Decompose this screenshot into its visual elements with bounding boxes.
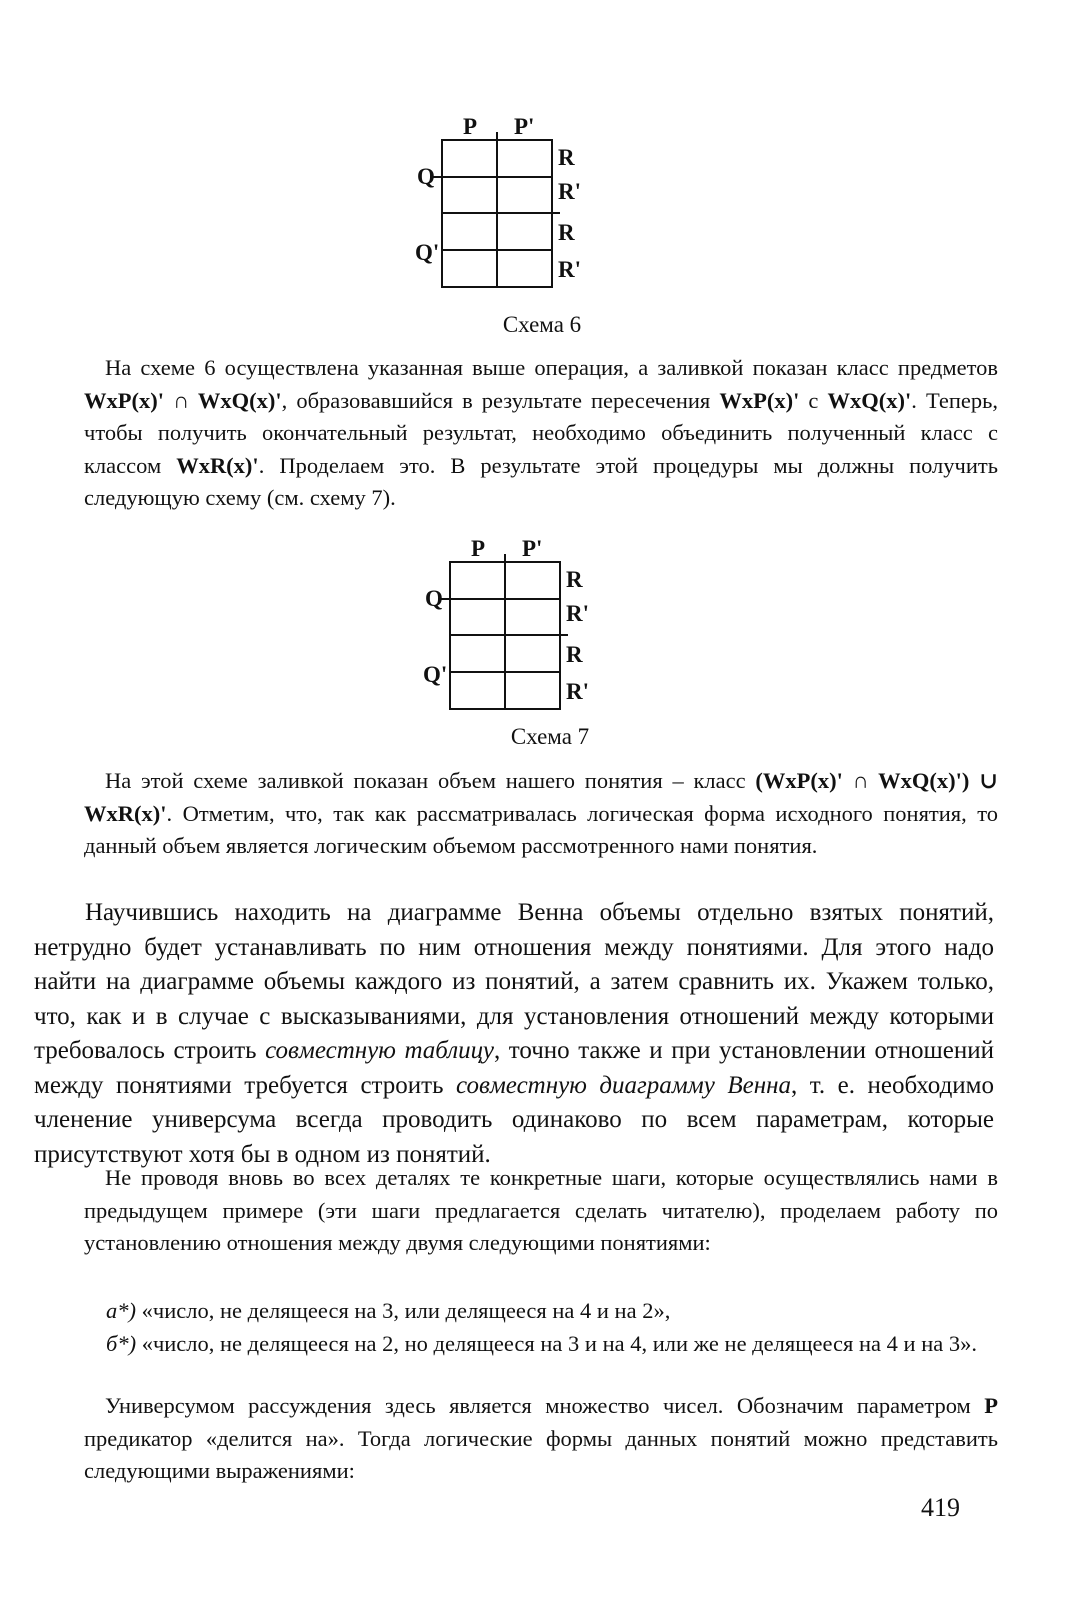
concept-list <box>84 1295 998 1360</box>
scheme-6-label-r1: R <box>558 145 575 170</box>
scheme-6-label-p: P <box>463 114 478 139</box>
paragraph-1-text-5: . Проделаем это. В результате этой процедуры мы должны получить следующую схему (см. схему 7). <box>84 452 998 510</box>
paragraph-1-text-4: . Теперь, чтобы получить окончательный результат, необходимо объединить полученный класс с классом <box>84 387 998 478</box>
paragraph-4-text: Не проводя вновь во всех деталях те конкретные шаги, которые осуществлялись нами в предыдущем примере (эти шаги предлагается сделать читателю), проделаем работу по установлению отношения между двумя следующими понятиями: <box>84 1165 998 1255</box>
paragraph-5-text-2: предикатор «делится на». Тогда логические формы данных понятий можно представить следующими выражениями: <box>84 1425 998 1483</box>
list-item-a-marker: а*) <box>106 1298 136 1323</box>
scheme-6-label-r2-prime: R' <box>558 257 581 282</box>
list-item-b <box>106 1328 998 1361</box>
scheme-6-diagram <box>410 110 630 300</box>
paragraph-1-formula-1: WxP(x)' ∩ WxQ(x)' <box>84 387 282 413</box>
paragraph-5 <box>84 1390 998 1488</box>
paragraph-1-text-2: , образовавшийся в результате пересечения <box>281 387 720 413</box>
paragraph-1-formula-3: WxQ(x)' <box>827 387 912 413</box>
scheme-7-caption: Схема 7 <box>510 724 590 749</box>
scheme-7-label-p-prime: P' <box>522 536 543 561</box>
list-item-b-marker: б*) <box>106 1330 137 1356</box>
scheme-7-label-r2: R <box>566 642 583 667</box>
scheme-7-grid <box>418 532 638 722</box>
scheme-6-grid <box>410 110 630 300</box>
paragraph-1 <box>84 352 998 515</box>
scheme-7-label-q: Q <box>425 586 443 611</box>
paragraph-3-text-3: , т. е. необходимо членение универсума всегда проводить одинаково по всем параметрам, которые присутствуют хотя бы в одном из понятий. <box>34 1071 995 1168</box>
paragraph-3 <box>34 896 994 1172</box>
paragraph-5-text-1: Универсумом рассуждения здесь является множество чисел. Обозначим параметром <box>105 1393 985 1418</box>
list-item-b-text: «число, не делящееся на 2, но делящееся на 3 и на 4, или же не делящееся на 4 и на 3». <box>136 1330 977 1356</box>
paragraph-2-text-2: . Отметим, что, так как рассматривалась логическая форма исходного понятия, то данный объем является логическим объемом рассмотренного нами понятия. <box>84 800 998 858</box>
paragraph-1-formula-2: WxP(x)' <box>719 387 800 413</box>
paragraph-1-text-1: На схеме 6 осуществлена указанная выше операция, а заливкой показан класс предметов <box>105 355 998 380</box>
scheme-7-label-r2-prime: R' <box>566 679 589 704</box>
page-number: 419 <box>921 1493 960 1522</box>
scheme-7-label-q-prime: Q' <box>423 662 448 687</box>
scheme-7-label-r1-prime: R' <box>566 601 589 626</box>
scheme-7-label-p: P <box>471 536 486 561</box>
scheme-6-label-q-prime: Q' <box>415 240 440 265</box>
scheme-6-caption: Схема 6 <box>502 312 582 337</box>
paragraph-2-formula-1: (WxP(x)' ∩ WxQ(x)') ∪ WxR(x)' <box>84 768 999 826</box>
paragraph-5-bold-1: P <box>984 1393 998 1418</box>
paragraph-3-text-2: , точно также и при установлении отношений между понятиями требуется строить <box>34 1037 994 1099</box>
paragraph-3-italic-1: совместную таблицу <box>265 1037 494 1064</box>
scheme-6-label-q: Q <box>417 164 435 189</box>
scheme-6-label-r2: R <box>558 220 575 245</box>
list-item-a-text: «число, не делящееся на 3, или делящееся на 4 и на 2», <box>136 1298 671 1323</box>
scheme-6-label-r1-prime: R' <box>558 179 581 204</box>
paragraph-1-formula-4: WxR(x)' <box>176 452 259 478</box>
list-item-a <box>106 1295 998 1328</box>
scheme-7-label-r1: R <box>566 567 583 592</box>
paragraph-1-text-3: с <box>799 387 828 413</box>
paragraph-3-italic-2: совместную диаграмму Венна <box>456 1071 792 1099</box>
scheme-6-label-p-prime: P' <box>514 114 535 139</box>
scheme-7-diagram <box>418 532 638 722</box>
paragraph-2-text-1: На этой схеме заливкой показан объем нашего понятия – класс <box>105 768 756 793</box>
paragraph-3-text-1: Научившись находить на диаграмме Венна объемы отдельно взятых понятий, нетрудно будет устанавливать по ним отношения между понятиями. Для этого надо найти на диаграмме объемы каждого из понятий, а затем сравнить их. Укажем только, что, как и в случае с высказываниями, для установления отношений между которыми требовалось строить <box>34 899 994 1064</box>
paragraph-2 <box>84 765 998 863</box>
paragraph-4 <box>84 1162 998 1260</box>
